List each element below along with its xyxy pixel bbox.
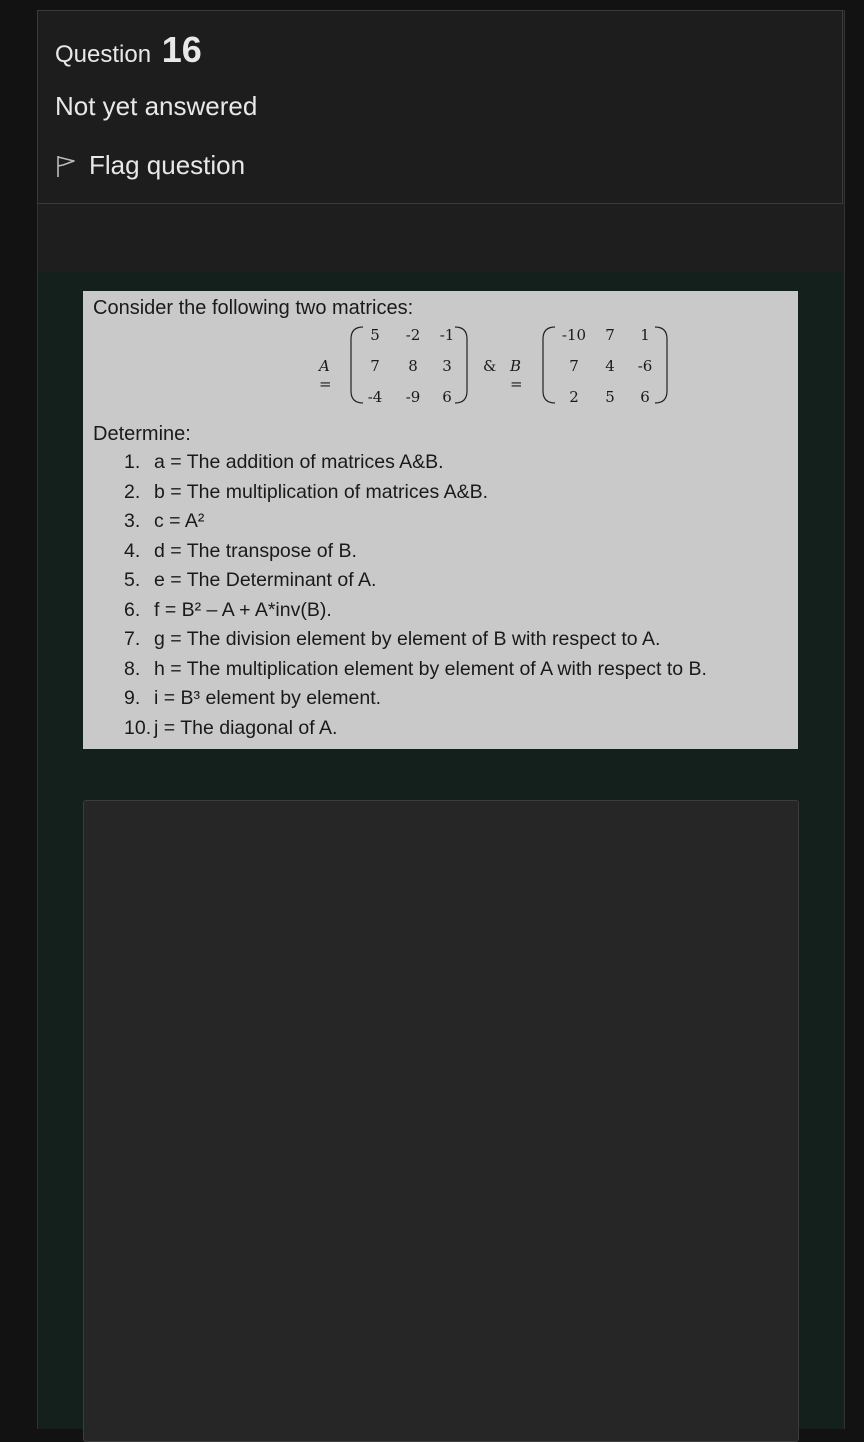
task-item: 2. b = The multiplication of matrices A&B. xyxy=(124,480,489,503)
task-item: 8. h = The multiplication element by element of A with respect to B. xyxy=(124,657,707,680)
flag-question-label: Flag question xyxy=(89,150,246,180)
task-item: 7. g = The division element by element of B with respect to A. xyxy=(124,628,661,650)
matrix-a-cell: 5 xyxy=(370,326,380,344)
matrix-b-label: B = xyxy=(510,357,523,393)
matrix-b-cell: -10 xyxy=(561,326,587,344)
matrix-b-cell: 2 xyxy=(569,388,579,406)
matrix-a-cell: 6 xyxy=(442,388,452,406)
question-label: Question xyxy=(55,41,152,68)
matrix-a-cell: 8 xyxy=(408,357,418,375)
task-item: 4. d = The transpose of B. xyxy=(124,539,357,562)
task-item: 5. e = The Determinant of A. xyxy=(124,569,377,591)
question-image xyxy=(83,291,798,749)
flag-question-button[interactable] xyxy=(55,150,245,181)
task-item: 3. c = A² xyxy=(124,510,205,532)
matrix-b-cell: 7 xyxy=(605,326,615,344)
task-item: 1. a = The addition of matrices A&B. xyxy=(124,451,444,473)
matrix-b-cell: 1 xyxy=(640,326,650,344)
matrix-a-cell: 3 xyxy=(442,357,452,375)
answer-editor[interactable] xyxy=(83,800,799,1442)
matrix-separator: & xyxy=(483,357,497,375)
matrix-a-cell: -9 xyxy=(405,388,421,406)
matrix-b-cell: 6 xyxy=(640,388,650,406)
problem-intro: Consider the following two matrices: xyxy=(93,297,414,319)
question-info xyxy=(37,10,843,204)
matrix-a-cell: -4 xyxy=(367,388,383,406)
matrix-b-cell: -6 xyxy=(637,357,653,375)
flag-icon xyxy=(55,154,77,178)
question-title xyxy=(55,29,202,71)
task-item: 10. j = The diagonal of A. xyxy=(124,716,338,739)
matrix-b-cell: 5 xyxy=(605,388,615,406)
matrix-b-cell: 7 xyxy=(569,357,579,375)
matrix-a-cell: -2 xyxy=(405,326,421,344)
determine-label: Determine: xyxy=(93,423,191,445)
matrix-b-cell: 4 xyxy=(605,357,615,375)
matrix-a-label: A = xyxy=(319,357,332,393)
answer-status: Not yet answered xyxy=(55,91,258,121)
question-number: 16 xyxy=(161,29,202,70)
matrix-a-cell: 7 xyxy=(370,357,380,375)
task-item: 9. i = B³ element by element. xyxy=(124,687,382,709)
matrix-a-cell: -1 xyxy=(439,326,455,344)
task-item: 6. f = B² – A + A*inv(B). xyxy=(124,598,332,621)
